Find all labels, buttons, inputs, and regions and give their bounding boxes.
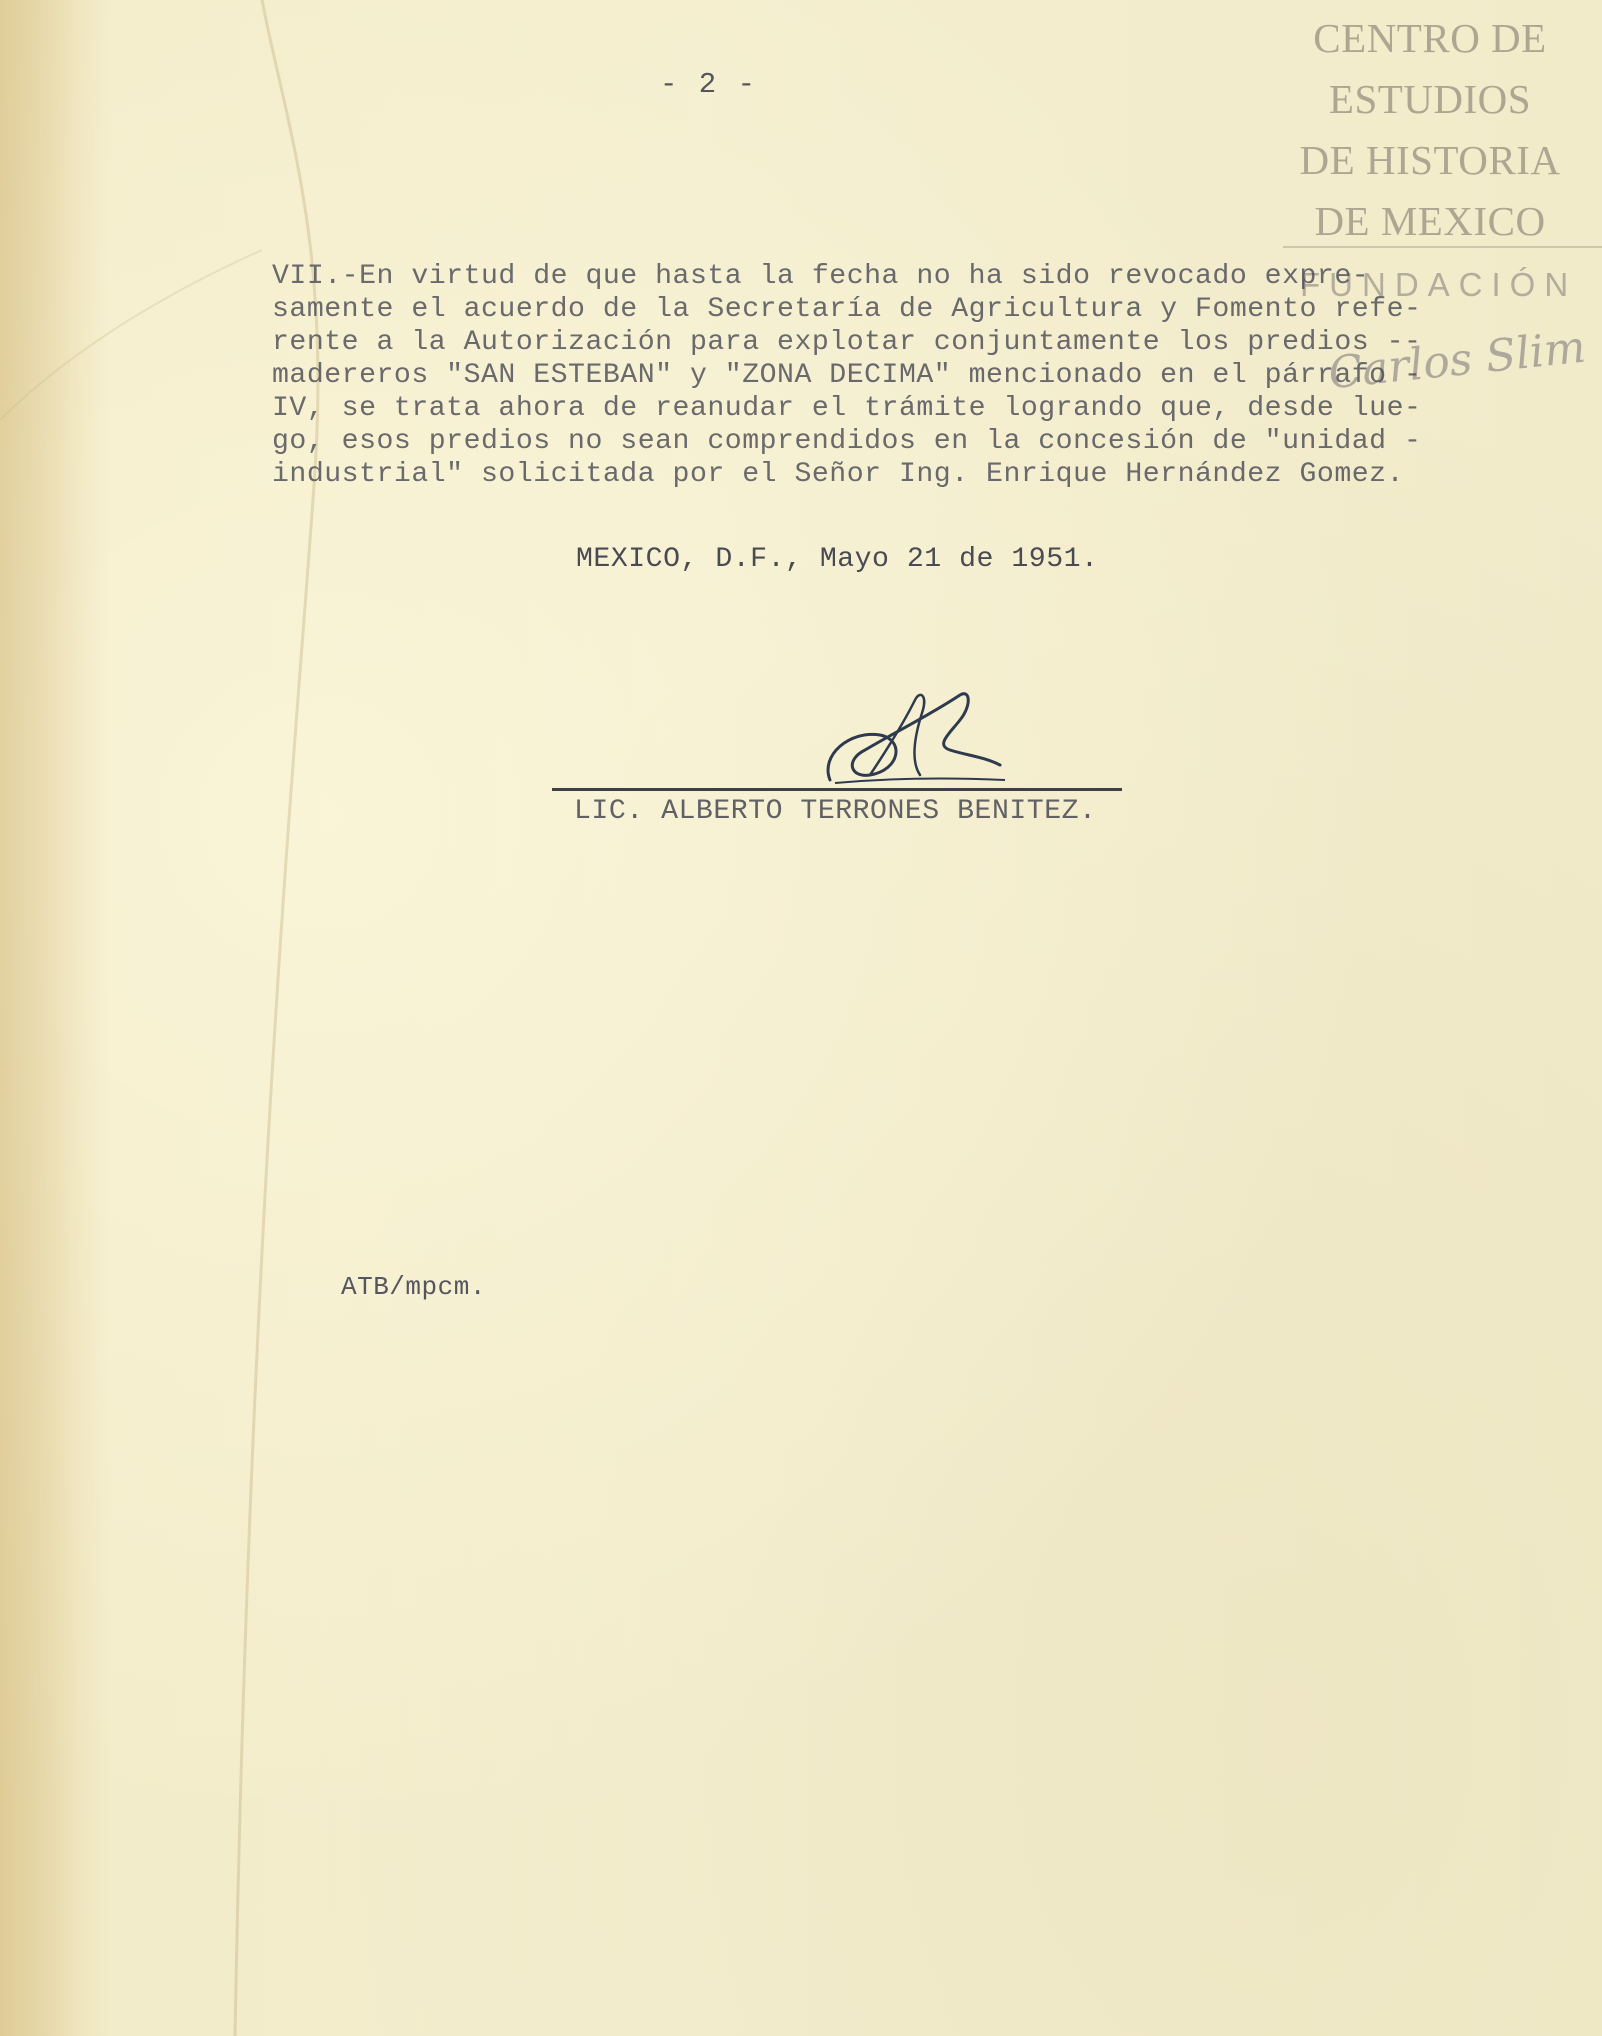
stamp-line: DE HISTORIA <box>1299 137 1561 183</box>
handwritten-signature <box>810 675 1010 795</box>
paragraph-vii <box>272 260 1522 491</box>
paragraph-line: industrial" solicitada por el Señor Ing. Enrique Hernández Gomez. <box>272 459 1404 490</box>
paragraph-line: rente a la Autorización para explotar conjuntamente los predios -- <box>272 327 1422 358</box>
paragraph-line: IV, se trata ahora de reanudar el trámite logrando que, desde lue- <box>272 393 1422 424</box>
stamp-foundation-label: FUNDACIÓN <box>1300 266 1578 303</box>
reference-initials: ATB/mpcm. <box>341 1272 486 1302</box>
signature-line <box>552 788 1122 791</box>
archive-stamp <box>1270 8 1590 252</box>
page-number: - 2 - <box>660 68 758 101</box>
paragraph-line: go, esos predios no sean comprendidos en la concesión de "unidad - <box>272 426 1422 457</box>
paragraph-line: VII.-En virtud de que hasta la fecha no ha sido revocado expre- <box>272 261 1370 292</box>
stamp-divider <box>1283 246 1602 248</box>
stamp-line: DE MEXICO <box>1314 198 1546 244</box>
paragraph-line: samente el acuerdo de la Secretaría de Agricultura y Fomento refe- <box>272 294 1422 325</box>
stamp-signature: Carlos Slim <box>1326 321 1589 400</box>
stamp-line: ESTUDIOS <box>1328 76 1532 122</box>
signer-name: LIC. ALBERTO TERRONES BENITEZ. <box>574 796 1097 827</box>
stamp-line: CENTRO DE <box>1313 15 1547 61</box>
dateline: MEXICO, D.F., Mayo 21 de 1951. <box>576 544 1099 575</box>
paragraph-line: madereros "SAN ESTEBAN" y "ZONA DECIMA" mencionado en el párrafo - <box>272 360 1422 391</box>
